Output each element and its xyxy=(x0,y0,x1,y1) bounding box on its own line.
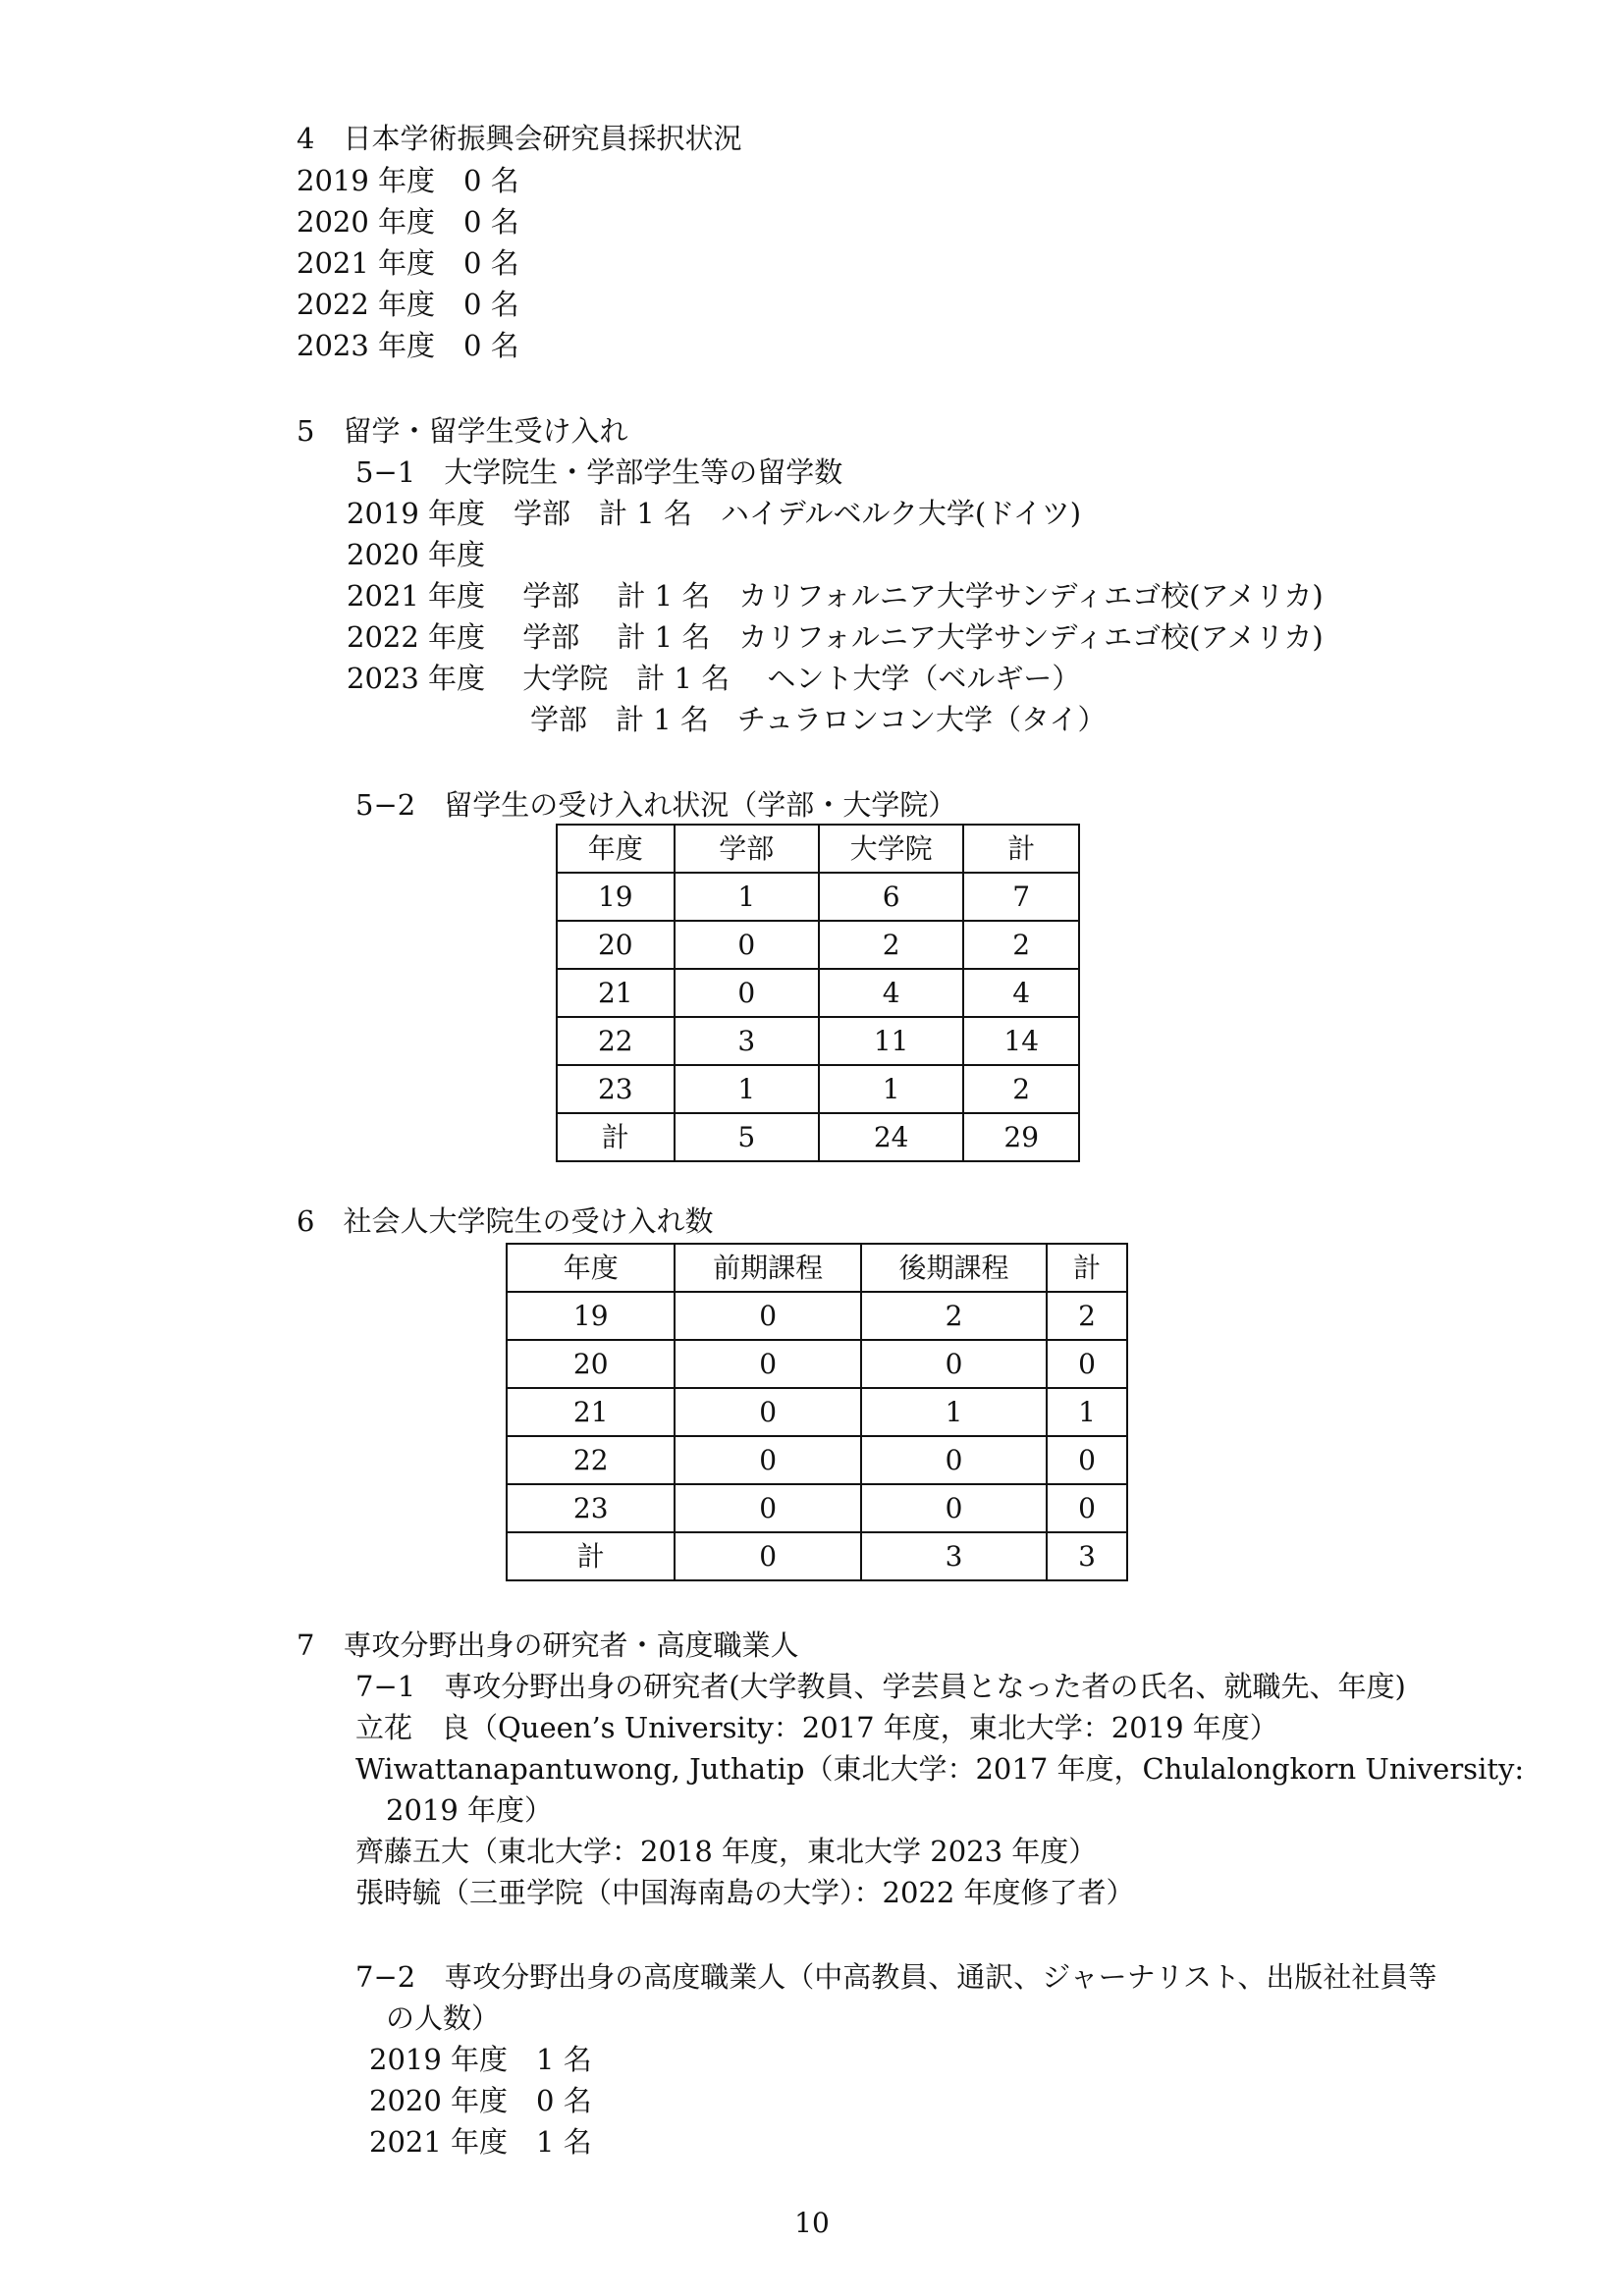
table-cell: 2 xyxy=(963,921,1079,969)
study-abroad-2021: 2021 年度 学部 計 1 名 カリフォルニア大学サンディエゴ校(アメリカ) xyxy=(347,579,1324,613)
table-cell: 3 xyxy=(675,1017,819,1065)
table-row xyxy=(557,921,1079,969)
table-cell: 23 xyxy=(507,1484,675,1532)
researcher-wiwattanapantuwong-cont: 2019 年度） xyxy=(386,1793,554,1827)
table-cell: 2 xyxy=(861,1292,1047,1340)
study-abroad-2023-grad: 2023 年度 大学院 計 1 名 ヘント大学（ベルギー） xyxy=(347,662,1081,695)
table-cell: 0 xyxy=(675,1532,860,1580)
working-grad-students-table xyxy=(506,1243,1128,1581)
study-abroad-2022: 2022 年度 学部 計 1 名 カリフォルニア大学サンディエゴ校(アメリカ) xyxy=(347,620,1324,654)
table-cell: 0 xyxy=(675,1484,860,1532)
researcher-zhang: 張時毓（三亜学院（中国海南島の大学）：2022 年度修了者） xyxy=(355,1876,1135,1909)
table-cell: 1 xyxy=(861,1388,1047,1436)
table-header-row xyxy=(557,825,1079,873)
section-6-heading: 6 社会人大学院生の受け入れ数 xyxy=(297,1204,714,1238)
table-cell: 5 xyxy=(675,1113,819,1161)
table-cell: 0 xyxy=(1047,1436,1127,1484)
table-cell: 19 xyxy=(507,1292,675,1340)
table-cell: 11 xyxy=(819,1017,963,1065)
header-cell: 学部 xyxy=(675,825,819,873)
table-cell: 14 xyxy=(963,1017,1079,1065)
table-cell: 20 xyxy=(507,1340,675,1388)
table-cell: 23 xyxy=(557,1065,675,1113)
researcher-saito: 齊藤五大（東北大学：2018 年度，東北大学 2023 年度） xyxy=(355,1835,1098,1868)
table-row xyxy=(507,1292,1127,1340)
researcher-tachibana: 立花 良（Queen’s University：2017 年度，東北大学：2019 年度） xyxy=(355,1711,1278,1744)
table-cell: 0 xyxy=(675,969,819,1017)
table-cell: 6 xyxy=(819,873,963,921)
section-7-heading: 7 専攻分野出身の研究者・高度職業人 xyxy=(297,1629,799,1662)
table-cell: 0 xyxy=(675,1388,860,1436)
table-row-total xyxy=(557,1113,1079,1161)
header-cell: 計 xyxy=(963,825,1079,873)
section-5-2-heading: 5−2 留学生の受け入れ状況（学部・大学院） xyxy=(355,788,957,822)
table-header-row xyxy=(507,1244,1127,1292)
table-cell: 0 xyxy=(675,1436,860,1484)
table-cell: 22 xyxy=(507,1436,675,1484)
section-4-heading: 4 日本学術振興会研究員採択状況 xyxy=(297,122,742,155)
jsps-2020: 2020 年度 0 名 xyxy=(297,205,519,239)
table-cell: 19 xyxy=(557,873,675,921)
page-number: 10 xyxy=(794,2207,830,2239)
table-cell: 4 xyxy=(819,969,963,1017)
table-row xyxy=(507,1388,1127,1436)
table-cell: 計 xyxy=(507,1532,675,1580)
section-5-1-heading: 5−1 大学院生・学部学生等の留学数 xyxy=(355,455,843,489)
table-cell: 2 xyxy=(963,1065,1079,1113)
header-cell: 後期課程 xyxy=(861,1244,1047,1292)
table-row xyxy=(507,1340,1127,1388)
table-cell: 0 xyxy=(675,1340,860,1388)
table-cell: 0 xyxy=(1047,1484,1127,1532)
table-cell: 0 xyxy=(861,1436,1047,1484)
header-cell: 年度 xyxy=(557,825,675,873)
professionals-2021: 2021 年度 1 名 xyxy=(369,2125,592,2159)
table-cell: 4 xyxy=(963,969,1079,1017)
table-cell: 7 xyxy=(963,873,1079,921)
table-cell: 2 xyxy=(819,921,963,969)
header-cell: 前期課程 xyxy=(675,1244,860,1292)
table-cell: 1 xyxy=(675,1065,819,1113)
intl-students-table xyxy=(556,824,1080,1162)
table-row xyxy=(557,1065,1079,1113)
section-7-2-heading-cont: の人数） xyxy=(386,2002,501,2035)
table-cell: 1 xyxy=(1047,1388,1127,1436)
table-cell: 0 xyxy=(861,1484,1047,1532)
table-cell: 0 xyxy=(1047,1340,1127,1388)
jsps-2021: 2021 年度 0 名 xyxy=(297,246,519,280)
study-abroad-2019: 2019 年度 学部 計 1 名 ハイデルベルク大学(ドイツ) xyxy=(347,497,1082,530)
study-abroad-2023-undergrad: 学部 計 1 名 チュラロンコン大学（タイ） xyxy=(530,703,1107,736)
jsps-2022: 2022 年度 0 名 xyxy=(297,288,519,321)
header-cell: 年度 xyxy=(507,1244,675,1292)
jsps-2023: 2023 年度 0 名 xyxy=(297,329,519,362)
table-cell: 2 xyxy=(1047,1292,1127,1340)
researcher-wiwattanapantuwong: Wiwattanapantuwong, Juthatip（東北大学：2017 年度，Chulalongkorn University: xyxy=(355,1752,1525,1786)
table-cell: 0 xyxy=(675,921,819,969)
table-cell: 1 xyxy=(819,1065,963,1113)
table-cell: 29 xyxy=(963,1113,1079,1161)
table-cell: 20 xyxy=(557,921,675,969)
table-cell: 21 xyxy=(507,1388,675,1436)
professionals-2020: 2020 年度 0 名 xyxy=(369,2084,592,2117)
table-cell: 24 xyxy=(819,1113,963,1161)
header-cell: 大学院 xyxy=(819,825,963,873)
jsps-2019: 2019 年度 0 名 xyxy=(297,164,519,197)
table-cell: 3 xyxy=(1047,1532,1127,1580)
table-row-total xyxy=(507,1532,1127,1580)
table-row xyxy=(557,873,1079,921)
table-cell: 3 xyxy=(861,1532,1047,1580)
table-row xyxy=(507,1436,1127,1484)
table-cell: 0 xyxy=(861,1340,1047,1388)
table-cell: 22 xyxy=(557,1017,675,1065)
study-abroad-2020: 2020 年度 xyxy=(347,538,486,571)
table-row xyxy=(557,1017,1079,1065)
section-5-heading: 5 留学・留学生受け入れ xyxy=(297,414,628,448)
section-7-2-heading: 7−2 専攻分野出身の高度職業人（中高教員、通訳、ジャーナリスト、出版社社員等 xyxy=(355,1960,1437,1994)
table-row xyxy=(507,1484,1127,1532)
table-cell: 0 xyxy=(675,1292,860,1340)
table-cell: 21 xyxy=(557,969,675,1017)
header-cell: 計 xyxy=(1047,1244,1127,1292)
professionals-2019: 2019 年度 1 名 xyxy=(369,2043,592,2076)
table-row xyxy=(557,969,1079,1017)
section-7-1-heading: 7−1 専攻分野出身の研究者(大学教員、学芸員となった者の氏名、就職先、年度) xyxy=(355,1670,1406,1703)
table-cell: 計 xyxy=(557,1113,675,1161)
table-cell: 1 xyxy=(675,873,819,921)
